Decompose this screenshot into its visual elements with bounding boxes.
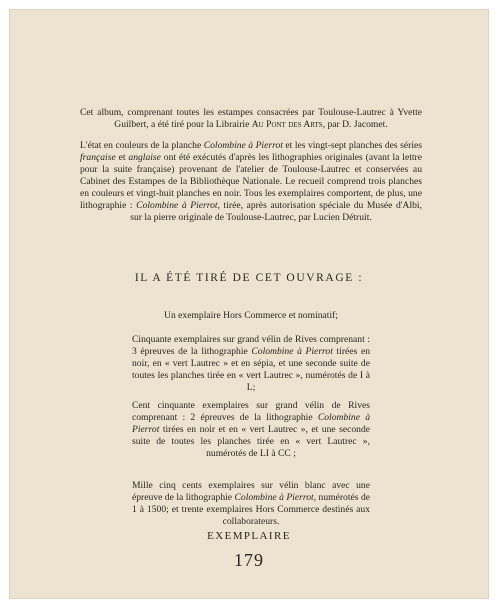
publisher-name: Au Pont des Arts	[251, 118, 323, 130]
intro-paragraph-plates: L'état en couleurs de la planche Colombine à Pierrot et les vingt-sept planches des séries française et anglaise ont été exécutés d'après les lithographies originales (avant la lettre pour la suite française) provenant de l'atelier de Toulouse-Lautrec et conservées au Cabinet des Estampes de la Bibliothèque Nationale. Le recueil comprend trois planches en couleurs et vingt-huit planches en noir. Tous les exemplaires comportent, de plus, une lithographie : Colombine à Pierrot, tirée, après autorisation spéciale du Musée d'Albi, sur la pierre originale de Toulouse-Lautrec, par Lucien Détruit.	[80, 139, 422, 223]
exemplaire-number: 179	[234, 550, 264, 570]
colophon-page	[10, 10, 488, 598]
edition-item-rives-150: Cent cinquante exemplaires sur grand vélin de Rives comprenant : 2 épreuves de la lithographie Colombine à Pierrot tirées en noir et en « vert Lautrec », et une seconde suite de toutes les planches tirée en « vert Lautrec », numérotés de LI à CC ;	[132, 399, 370, 460]
title-colombine: Colombine à Pierrot	[136, 199, 218, 211]
series-anglaise: anglaise	[128, 151, 161, 163]
title-colombine: Colombine à Pierrot	[203, 139, 283, 151]
edition-item-rives-50: Cinquante exemplaires sur grand vélin de Rives comprenant : 3 épreuves de la lithographie Colombine à Pierrot tirées en noir, en « vert Lautrec » et en sépia, et une seconde suite de toutes les planches tirée en « vert Lautrec », numérotés de I à L;	[132, 333, 370, 394]
title-colombine: Colombine à Pierrot	[234, 491, 314, 503]
title-colombine: Colombine à Pierrot	[132, 411, 370, 435]
exemplaire-label: EXEMPLAIRE	[207, 530, 291, 542]
intro-paragraph-album: Cet album, comprenant toutes les estampes consacrées par Toulouse-Lautrec à Yvette Guilbert, a été tiré pour la Librairie Au Pont des Arts, par D. Jacomet.	[80, 106, 422, 130]
edition-item-velin-1500: Mille cinq cents exemplaires sur vélin blanc avec une épreuve de la lithographie Colombine à Pierrot, numérotés de 1 à 1500; et trente exemplaires Hors Commerce destinés aux collaborateurs.	[132, 479, 371, 528]
title-colombine: Colombine à Pierrot	[251, 345, 333, 357]
series-francaise: française	[80, 151, 116, 163]
edition-item-hors-commerce: Un exemplaire Hors Commerce et nominatif;	[164, 309, 338, 321]
tirage-heading: IL A ÉTÉ TIRÉ DE CET OUVRAGE :	[134, 272, 364, 284]
